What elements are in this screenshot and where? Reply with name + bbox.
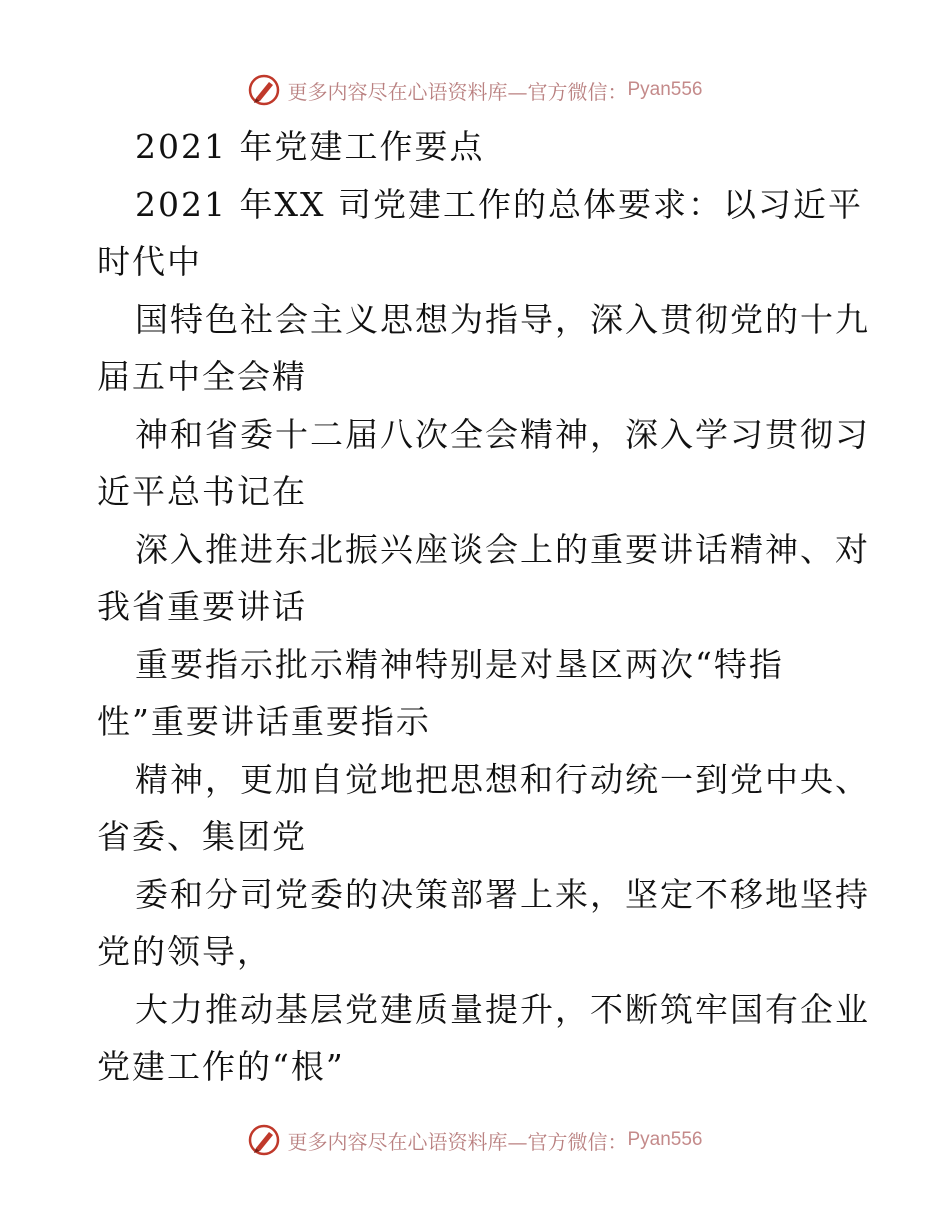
pen-logo-icon — [247, 1123, 281, 1157]
pen-logo-icon — [247, 73, 281, 107]
footer-watermark-banner — [0, 1120, 950, 1160]
doc-line: 大力推动基层党建质量提升，不断筑牢国有企业 — [135, 989, 870, 1029]
doc-line: 近平总书记在 — [97, 472, 307, 511]
doc-line: 重要指示批示精神特别是对垦区两次“特指 — [135, 644, 784, 684]
doc-line: 我省重要讲话 — [97, 587, 307, 626]
doc-line: 党的领导， — [97, 932, 272, 971]
banner-wechat-id: Pyan556 — [627, 1129, 703, 1150]
doc-line: 深入推进东北振兴座谈会上的重要讲话精神、对 — [135, 529, 870, 569]
doc-title-line: 2021 年党建工作要点 — [135, 127, 485, 166]
header-watermark-banner — [0, 70, 950, 110]
doc-line: 委和分司党委的决策部署上来，坚定不移地坚持 — [135, 874, 870, 914]
doc-line: 性”重要讲话重要指示 — [97, 702, 431, 741]
document-body — [97, 118, 870, 1096]
doc-line: 届五中全会精 — [97, 357, 307, 396]
doc-line: 精神，更加自觉地把思想和行动统一到党中央、 — [135, 759, 870, 799]
doc-line: 省委、集团党 — [97, 817, 307, 856]
doc-line: 国特色社会主义思想为指导，深入贯彻党的十九 — [135, 299, 870, 339]
doc-line: 党建工作的“根” — [97, 1047, 345, 1086]
doc-line: 神和省委十二届八次全会精神，深入学习贯彻习 — [135, 414, 870, 454]
banner-text: 更多内容尽在心语资料库—官方微信： — [287, 79, 628, 104]
banner-text: 更多内容尽在心语资料库—官方微信： — [287, 1129, 628, 1154]
banner-wechat-id: Pyan556 — [627, 79, 703, 100]
doc-line: 2021 年XX 司党建工作的总体要求：以习近平 — [135, 184, 863, 224]
doc-line: 时代中 — [97, 242, 202, 281]
